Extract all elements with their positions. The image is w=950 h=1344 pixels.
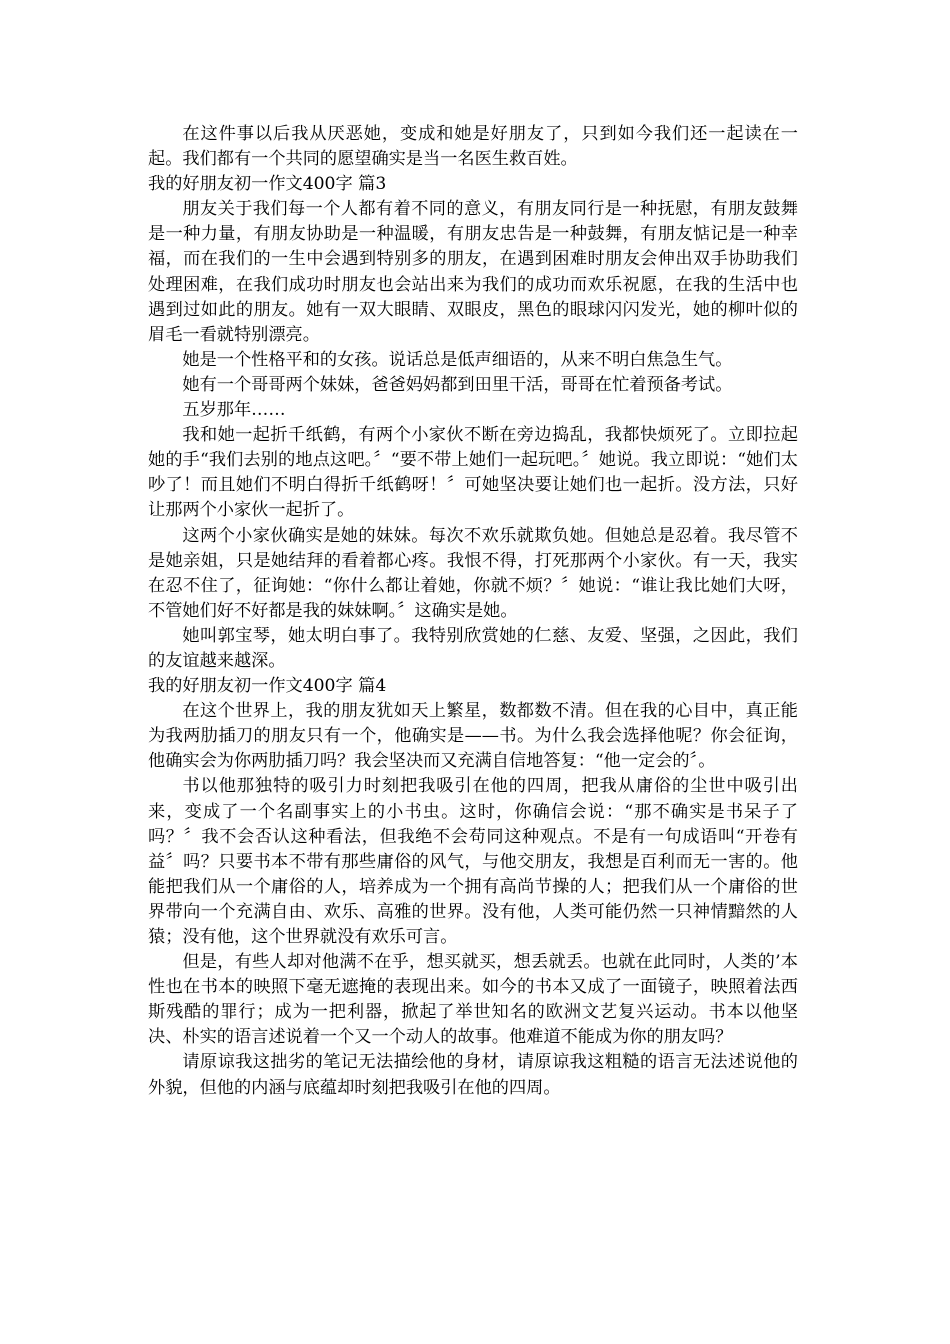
paragraph: 在这个世界上，我的朋友犹如天上繁星，数都数不清。但在我的心目中，真正能为我两肋插刀的朋友只有一个，他确实是——书。为什么我会选择他呢？你会征询，他确实会为你两肋插刀吗？我会坚决而又充满自信地答复：“他一定会的〞。 — [148, 701, 798, 772]
paragraph: 她叫郭宝琴，她太明白事了。我特别欣赏她的仁慈、友爱、坚强，之因此，我们的友谊越来越深。 — [148, 625, 798, 671]
section-heading: 我的好朋友初一作文400字 篇4 — [148, 676, 387, 697]
paragraph: 在这件事以后我从厌恶她，变成和她是好朋友了，只到如今我们还一起读在一起。我们都有一个共同的愿望确实是当一名医生救百姓。 — [148, 124, 798, 170]
paragraph: 朋友关于我们每一个人都有着不同的意义，有朋友同行是一种抚慰，有朋友鼓舞是一种力量，有朋友协助是一种温暖，有朋友忠告是一种鼓舞，有朋友惦记是一种幸福，而在我们的一生中会遇到特别多的朋友，在遇到困难时朋友会伸出双手协助我们处理困难，在我们成功时朋友也会站出来为我们的成功而欢乐祝愿，在我的生活中也遇到过如此的朋友。她有一双大眼睛、双眼皮，黑色的眼球闪闪发光，她的柳叶似的眉毛一看就特别漂亮。 — [148, 199, 798, 345]
paragraph: 五岁那年…… — [182, 400, 286, 421]
paragraph: 她是一个性格平和的女孩。说话总是低声细语的，从来不明白焦急生气。 — [182, 349, 733, 370]
paragraph: 我和她一起折千纸鹤，有两个小家伙不断在旁边捣乱，我都快烦死了。立即拉起她的手“我们去别的地点这吧。〞“要不带上她们一起玩吧。〞她说。我立即说：“她们太吵了！而且她们不明白得折千纸鹤呀！〞可她坚决要让她们也一起折。没方法，只好让那两个小家伙一起折了。 — [148, 425, 798, 521]
paragraph: 请原谅我这拙劣的笔记无法描绘他的身材，请原谅我这粗糙的语言无法述说他的外貌，但他的内涵与底蕴却时刻把我吸引在他的四周。 — [148, 1052, 798, 1098]
section-heading: 我的好朋友初一作文400字 篇3 — [148, 174, 387, 195]
paragraph: 她有一个哥哥两个妹妹，爸爸妈妈都到田里干活，哥哥在忙着预备考试。 — [182, 374, 733, 395]
document-page — [148, 122, 798, 1101]
paragraph: 这两个小家伙确实是她的妹妹。每次不欢乐就欺负她。但她总是忍着。我尽管不是她亲姐，只是她结拜的看着都心疼。我恨不得，打死那两个小家伙。有一天，我实在忍不住了，征询她：“你什么都让着她，你就不烦？〞她说：“谁让我比她们大呀，不管她们好不好都是我的妹妹啊。〞这确实是她。 — [148, 525, 798, 621]
paragraph: 书以他那独特的吸引力时刻把我吸引在他的四周，把我从庸俗的尘世中吸引出来，变成了一个名副事实上的小书虫。这时，你确信会说：“那不确实是书呆子了吗？〞我不会否认这种看法，但我绝不会苟同这种观点。不是有一句成语叫“开卷有益〞吗？只要书本不带有那些庸俗的风气，与他交朋友，我想是百利而无一害的。他能把我们从一个庸俗的人，培养成为一个拥有高尚节操的人；把我们从一个庸俗的世界带向一个充满自由、欢乐、高雅的世界。没有他，人类可能仍然一只神情黯然的人猿；没有他，这个世界就没有欢乐可言。 — [148, 776, 798, 947]
paragraph: 但是，有些人却对他满不在乎，想买就买，想丢就丢。也就在此同时，人类的’本性也在书本的映照下毫无遮掩的表现出来。如今的书本又成了一面镜子，映照着法西斯残酷的罪行；成为一把利器，掀起了举世知名的欧洲文艺复兴运动。书本以他坚决、朴实的语言述说着一个又一个动人的故事。他难道不能成为你的朋友吗？ — [148, 952, 798, 1048]
